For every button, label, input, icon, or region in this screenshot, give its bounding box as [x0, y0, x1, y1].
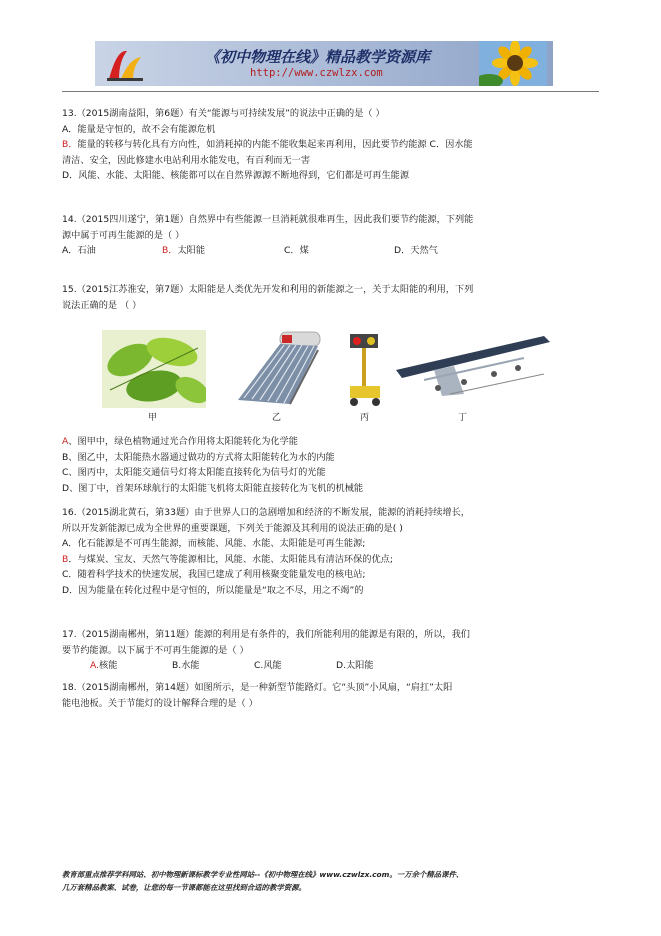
question-15-stem-continued: 说法正确的是 （ ） [62, 299, 142, 311]
question-16-option-c: C．随着科学技术的快速发展，我国已建成了利用核聚变能量发电的核电站; [62, 569, 366, 580]
question-13-option-a: A．能量是守恒的，故不会有能源危机 [62, 123, 216, 135]
option-a-text: 核能 [99, 660, 118, 671]
question-17-option-a [90, 658, 172, 674]
question-17 [62, 627, 602, 674]
solar-water-heater-image [230, 330, 324, 408]
question-15-option-d: D、图丁中，首架环球航行的太阳能飞机将太阳能直接转化为飞机的机械能 [62, 482, 364, 494]
option-a-letter: A. [90, 660, 100, 671]
question-16-option-d: D．因为能量在转化过程中是守恒的，所以能量是“取之不尽，用之不竭”的 [62, 584, 364, 596]
question-15-stem: 15.（2015江苏淮安，第7题）太阳能是人类优先开发和利用的新能源之一，关于太阳能的利用，下列 [62, 284, 474, 295]
option-b-letter: B． [62, 139, 78, 150]
question-15 [62, 282, 602, 313]
header-divider [62, 91, 599, 92]
site-banner [95, 41, 553, 86]
solar-traffic-light-image [342, 330, 388, 408]
question-14-options [62, 243, 602, 259]
footer-line-1: 教育部重点推荐学科网站、初中物理新课标教学专业性网站--《初中物理在线》www.czwlzx.com。一万余个精品课件、 [62, 870, 464, 879]
question-17-stem-continued: 要节约能源。以下属于不可再生能源的是（ ） [62, 644, 249, 656]
question-14-stem: 14.（2015四川遂宁，第1题）自然界中有些能源一旦消耗就很难再生，因此我们要节约能源，下列能 [62, 214, 474, 225]
figure-caption-ding: 丁 [458, 413, 468, 423]
option-b-letter: B． [162, 245, 178, 256]
question-15-options [62, 434, 602, 496]
banner-url[interactable]: http://www.czwlzx.com [250, 67, 383, 79]
question-17-option-c: C.风能 [254, 660, 282, 671]
site-logo-icon [105, 45, 145, 83]
question-13-stem: 13.（2015湖南益阳，第6题）有关“能源与可持续发展”的说法中正确的是（ ） [62, 108, 385, 119]
question-13 [62, 106, 602, 184]
figure-caption-yi: 乙 [272, 413, 282, 423]
banner-title: 《初中物理在线》精品教学资源库 [205, 48, 431, 66]
question-14-option-a: A．石油 [62, 245, 96, 256]
footer-line-2: 几万套精品教案、试卷，让您的每一节课都能在这里找到合适的教学资源。 [62, 883, 306, 892]
question-14-stem-continued: 源中属于可再生能源的是（ ） [62, 229, 185, 241]
question-15-option-c: C、图丙中，太阳能交通信号灯将太阳能直接转化为信号灯的光能 [62, 467, 326, 478]
option-b-text: ．与煤炭、宝友、天然气等能源相比，风能、水能、太阳能具有清洁环保的优点; [68, 553, 393, 565]
figure-caption-jia: 甲 [148, 413, 158, 423]
question-13-option-d: D．风能、水能、太阳能、核能都可以在自然界源源不断地得到，它们都是可再生能源 [62, 170, 410, 181]
option-b-text: 太阳能 [177, 245, 206, 256]
question-16 [62, 505, 602, 598]
page-footer [62, 868, 602, 894]
question-16-option-b [62, 552, 602, 568]
question-15-option-a [62, 434, 602, 450]
question-16-option-a: A．化石能源是不可再生能源，而核能、风能、水能、太阳能是可再生能源; [62, 538, 366, 549]
question-13-option-c-continued: 清洁、安全，因此修建水电站利用水能发电，有百利而无一害 [62, 154, 311, 166]
question-14-option-c: C．煤 [284, 245, 309, 256]
option-b-text: 能量的转移与转化具有方向性，如消耗掉的内能不能收集起来再利用，因此要节约能源 C．因水能 [77, 139, 473, 150]
question-15-figures [102, 330, 552, 422]
question-14-option-d: D．天然气 [394, 245, 438, 256]
question-18-stem: 18.（2015湖南郴州，第14题）如图所示，是一种新型节能路灯。它“头顶”小风扇，“肩扛”太阳 [62, 682, 453, 693]
sunflower-icon [479, 41, 547, 86]
question-16-stem-continued: 所以开发新能源已成为全世界的重要课题，下列关于能源及其利用的说法正确的是( ) [62, 522, 403, 534]
green-leaves-image [102, 330, 206, 408]
question-13-option-b [62, 137, 602, 153]
figure-caption-bing: 丙 [360, 413, 370, 423]
option-a-letter: A [62, 436, 69, 447]
question-16-stem: 16.（2015湖北黄石，第33题）由于世界人口的急剧增加和经济的不断发展，能源的消耗持续增长， [62, 507, 470, 518]
question-17-option-d: D.太阳能 [336, 660, 374, 671]
question-15-option-b: B、图乙中，太阳能热水器通过做功的方式将太阳能转化为水的内能 [62, 451, 335, 463]
question-14 [62, 212, 602, 259]
question-18-stem-continued: 能电池板。关于节能灯的设计解释合理的是（ ） [62, 697, 258, 709]
question-14-option-b [162, 243, 284, 259]
question-17-stem: 17.（2015湖南郴州，第11题）能源的利用是有条件的，我们所能利用的能源是有限的，所以，我们 [62, 629, 470, 640]
option-b-letter: B [62, 553, 69, 565]
question-17-option-b: B.水能 [172, 660, 200, 671]
question-17-options [62, 658, 602, 674]
question-18 [62, 680, 602, 711]
option-a-text: 、图甲中，绿色植物通过光合作用将太阳能转化为化学能 [68, 436, 298, 447]
solar-airplane-image [394, 330, 552, 408]
